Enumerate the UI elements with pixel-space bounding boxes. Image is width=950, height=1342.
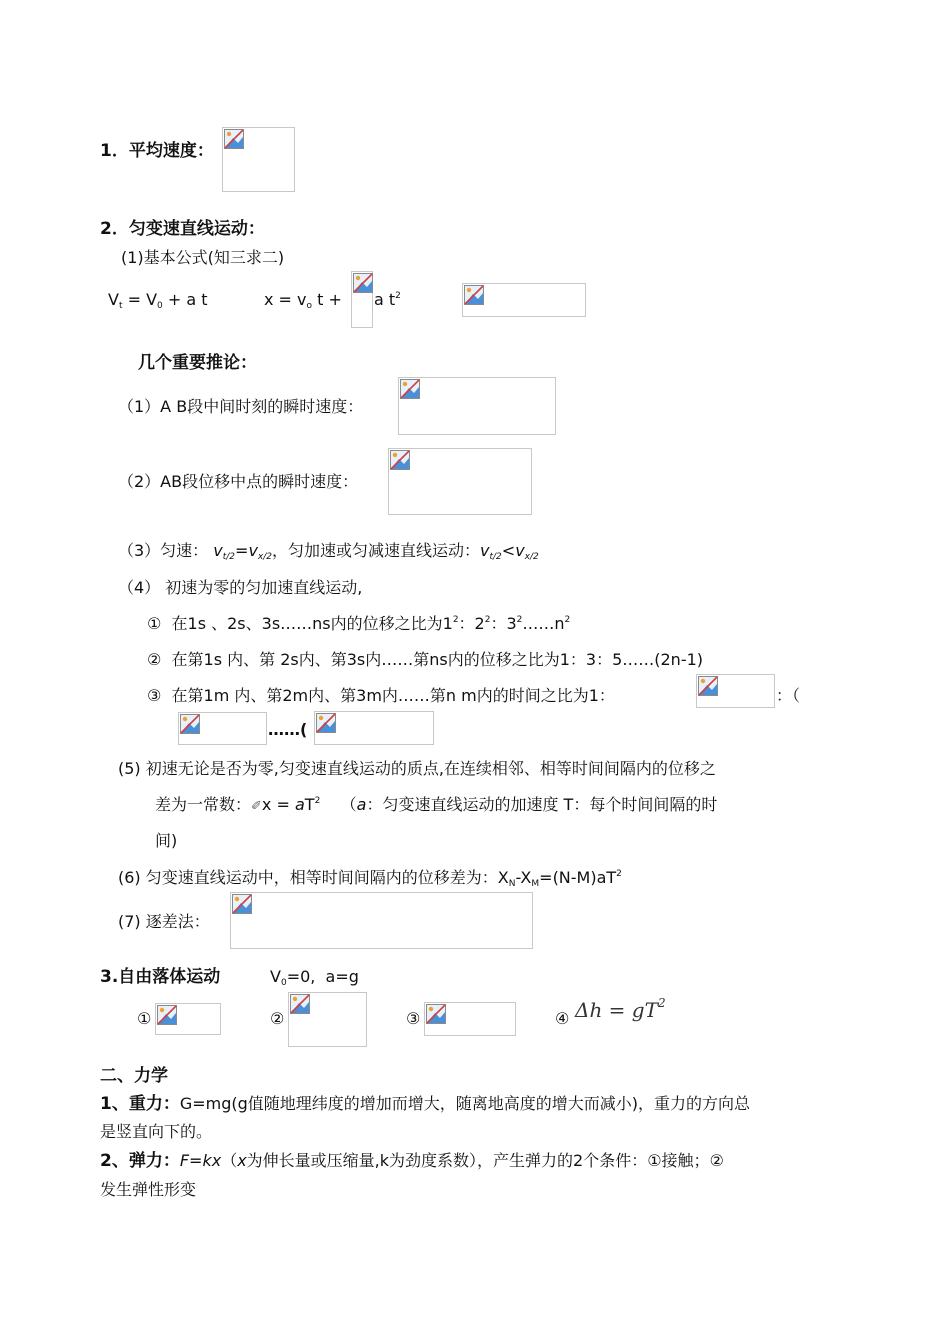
formula-image (230, 892, 533, 949)
section-3-heading: 3.自由落体运动 (100, 967, 221, 987)
inference-4-item-3: ③ 在第1m 内、第2m内、第3m内……第n m内的时间之比为1： (147, 686, 615, 705)
formula-image (222, 127, 295, 192)
formula-image (462, 283, 586, 317)
displacement-formula-tail: a $t^2$ (374, 290, 401, 309)
inference-2: （2）AB段位移中点的瞬时速度： (118, 472, 359, 491)
elasticity-line-1: 2、弹力：F=kx（x为伸长量或压缩量,k为劲度系数），产生弹力的2个条件：①接触；② (100, 1151, 724, 1171)
broken-image-icon (400, 379, 420, 399)
formula-image (696, 674, 775, 708)
ratio-separator: ：（ (776, 686, 801, 705)
free-fall-mark-3: ③ (406, 1009, 421, 1028)
formula-image (314, 711, 434, 745)
formula-image (155, 1003, 221, 1035)
section-number: 2． (100, 219, 129, 239)
broken-image-icon (180, 714, 200, 734)
velocity-formula: $V_t = V_0 + a$ t (108, 290, 208, 311)
inference-3: （3）匀速： $v_{t/2}=v_{x/2}$，匀加速或匀减速直线运动：$v_{t/2}<v_{x/2}$ (118, 541, 539, 562)
broken-image-icon (426, 1004, 446, 1024)
free-fall-conditions: $V_0=0$, a=g (270, 967, 359, 988)
formula-image (288, 992, 367, 1047)
broken-image-icon (224, 129, 244, 149)
broken-image-icon (157, 1005, 177, 1025)
broken-image-icon (232, 894, 252, 914)
broken-image-icon (353, 273, 373, 293)
formula-image (178, 712, 267, 745)
basic-formula-label: (1)基本公式(知三求二) (121, 248, 285, 267)
broken-image-icon (316, 713, 336, 733)
section-title: 匀变速直线运动： (128, 219, 265, 239)
free-fall-mark-4: ④ (555, 1009, 570, 1028)
inference-5-line-3: 间) (155, 831, 178, 850)
inference-6: (6) 匀变速直线运动中，相等时间间隔内的位移差为：$X_N-X_M=(N-M)aT^2$ (118, 868, 622, 889)
inference-5-line-2: 差为一常数：✐x = $aT^2$ （a：匀变速直线运动的加速度 T：每个时间间隔的时 (155, 795, 718, 814)
section-number: 1． (100, 141, 129, 161)
free-fall-mark-1: ① (137, 1009, 152, 1028)
gravity-line-2: 是竖直向下的。 (100, 1122, 213, 1141)
section-title: 平均速度： (128, 141, 214, 161)
broken-image-icon (390, 450, 410, 470)
gravity-line-1: 1、重力：G=mg(g值随地理纬度的增加而增大，随离地高度的增大而减小)，重力的方向总 (100, 1094, 751, 1114)
broken-image-icon (464, 285, 484, 305)
inference-1: （1）A B段中间时刻的瞬时速度： (118, 397, 364, 416)
free-fall-mark-2: ② (270, 1009, 285, 1028)
free-fall-formula-4: $\Delta h = gT^2$ (575, 996, 666, 1022)
broken-image-icon (698, 676, 718, 696)
section-2-heading (100, 221, 265, 238)
mechanics-heading: 二、力学 (100, 1066, 168, 1086)
displacement-formula: $x = v_o$ t + (264, 290, 342, 311)
section-1-heading (100, 143, 214, 160)
fraction-image (351, 271, 373, 328)
inferences-heading: 几个重要推论： (138, 353, 257, 373)
broken-image-icon (290, 994, 310, 1014)
formula-image (398, 377, 556, 435)
inference-4: （4） 初速为零的匀加速直线运动, (118, 578, 363, 597)
inference-5-line-1: (5) 初速无论是否为零,匀变速直线运动的质点,在连续相邻、相等时间间隔内的位移之 (118, 759, 716, 778)
ratio-ellipsis: ……( (268, 720, 308, 739)
inference-4-item-1: ① 在1s 、2s、3s……ns内的位移之比为$1^2$：$2^2$：$3^2\dots\dots n^2$ (147, 614, 571, 633)
formula-image (388, 448, 532, 515)
elasticity-line-2: 发生弹性形变 (100, 1180, 197, 1199)
pin-icon: ✐ (251, 799, 262, 814)
inference-4-item-2: ② 在第1s 内、第 2s内、第3s内……第ns内的位移之比为1：3：5……(2n-1) (147, 650, 704, 669)
formula-image (424, 1002, 516, 1036)
inference-7: (7) 逐差法： (118, 912, 210, 931)
